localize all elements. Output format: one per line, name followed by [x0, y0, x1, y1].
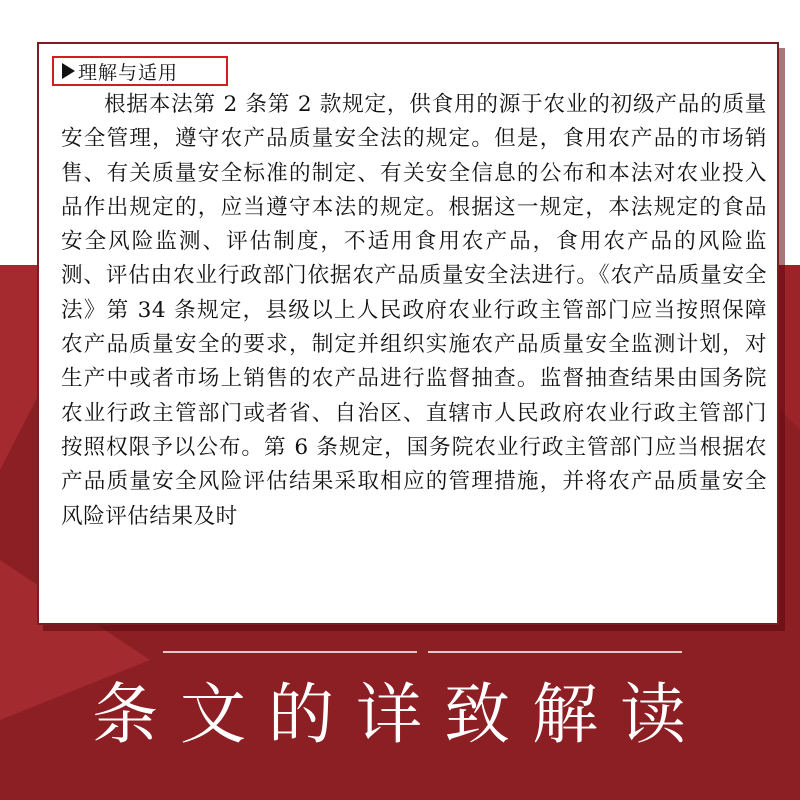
section-label: 理解与适用: [78, 61, 179, 84]
divider-lines: [0, 645, 800, 655]
divider-line-left: [163, 651, 417, 653]
divider-line-right: [428, 651, 682, 653]
excerpt-card: [37, 42, 779, 625]
headline: 条文的详致解读: [92, 676, 708, 753]
triangle-right-icon: [62, 63, 75, 79]
section-tag: [52, 56, 228, 86]
body-paragraph: 根据本法第 2 条第 2 款规定，供食用的源于农业的初级产品的质量安全管理，遵守农产品质量安全法的规定。但是，食用农产品的市场销售、有关质量安全标准的制定、有关安全信息的公布和本法对农业投入品作出规定的，应当遵守本法的规定。根据这一规定，本法规定的食品安全风险监测、评估制度，不适用食用农产品，食用农产品的风险监测、评估由农业行政部门依据农产品质量安全法进行。《农产品质量安全法》第 34 条规定，县级以上人民政府农业行政主管部门应当按照保障农产品质量安全的要求，制定并组织实施农产品质量安全监测计划，对生产中或者市场上销售的农产品进行监督抽查。监督抽查结果由国务院农业行政主管部门或者省、自治区、直辖市人民政府农业行政主管部门按照权限予以公布。第 6 条规定，国务院农业行政主管部门应当根据农产品质量安全风险评估结果采取相应的管理措施，并将农产品质量安全风险评估结果及时: [61, 92, 767, 529]
